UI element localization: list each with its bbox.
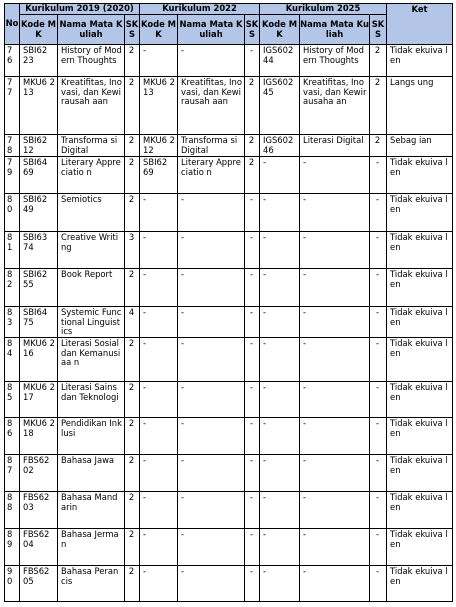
keterangan-cell: Tidak ekuiva len: [387, 269, 453, 307]
nama-mk-2019-cell: Pendidikan Inklusi: [58, 418, 125, 455]
header-kode-mk-2025: Kode MK: [260, 15, 300, 45]
row-number-cell: 78: [5, 135, 20, 157]
sks-2019-cell: 2: [125, 338, 140, 382]
keterangan-cell: Tidak ekuiva len: [387, 566, 453, 602]
sks-2025-cell: 2: [370, 135, 387, 157]
row-number-cell: 82: [5, 269, 20, 307]
row-number-cell: 81: [5, 232, 20, 269]
kode-mk-2019-cell: MKU6 217: [20, 382, 58, 418]
kode-mk-2019-cell: SBI62 55: [20, 269, 58, 307]
kode-mk-2025-cell: IGS602 44: [260, 45, 300, 77]
row-number-cell: 79: [5, 157, 20, 194]
nama-mk-2022-cell: -: [178, 418, 245, 455]
nama-mk-2019-cell: Bahasa Jawa: [58, 455, 125, 492]
kode-mk-2025-cell: -: [260, 194, 300, 232]
table-row: [5, 232, 453, 269]
nama-mk-2019-cell: Literary Appreciatio n: [58, 157, 125, 194]
table-row: [5, 338, 453, 382]
kode-mk-2025-cell: -: [260, 338, 300, 382]
kode-mk-2022-cell: MKU6 213: [140, 77, 178, 135]
sks-2019-cell: 2: [125, 269, 140, 307]
table-row: [5, 307, 453, 338]
kode-mk-2025-cell: -: [260, 529, 300, 566]
keterangan-cell: Tidak ekuiva len: [387, 492, 453, 529]
header-row-1: [5, 4, 453, 15]
kode-mk-2022-cell: -: [140, 269, 178, 307]
row-number-cell: 88: [5, 492, 20, 529]
kode-mk-2019-cell: SBI62 49: [20, 194, 58, 232]
nama-mk-2025-cell: -: [300, 232, 370, 269]
header-nama-mk-2025: Nama Mata Kuliah: [300, 15, 370, 45]
sks-2025-cell: -: [370, 194, 387, 232]
nama-mk-2025-cell: -: [300, 269, 370, 307]
curriculum-equivalence-table: [4, 3, 453, 602]
sks-2025-cell: 2: [370, 45, 387, 77]
nama-mk-2025-cell: -: [300, 338, 370, 382]
kode-mk-2022-cell: -: [140, 45, 178, 77]
kode-mk-2019-cell: SBI63 74: [20, 232, 58, 269]
header-row-2: [5, 15, 453, 45]
kode-mk-2019-cell: SBI64 75: [20, 307, 58, 338]
nama-mk-2025-cell: -: [300, 157, 370, 194]
nama-mk-2019-cell: Literasi Sosial dan Kemanusiaa n: [58, 338, 125, 382]
sks-2022-cell: 2: [245, 157, 260, 194]
sks-2022-cell: -: [245, 307, 260, 338]
nama-mk-2019-cell: Creative Writing: [58, 232, 125, 269]
kode-mk-2025-cell: -: [260, 232, 300, 269]
keterangan-cell: Tidak ekuiva len: [387, 45, 453, 77]
nama-mk-2025-cell: -: [300, 194, 370, 232]
kode-mk-2022-cell: MKU6 212: [140, 135, 178, 157]
header-no: No: [5, 4, 20, 45]
kode-mk-2022-cell: -: [140, 418, 178, 455]
kode-mk-2019-cell: MKU6 213: [20, 77, 58, 135]
kode-mk-2019-cell: MKU6 218: [20, 418, 58, 455]
sks-2025-cell: -: [370, 382, 387, 418]
row-number-cell: 87: [5, 455, 20, 492]
nama-mk-2019-cell: Semiotics: [58, 194, 125, 232]
keterangan-cell: Langs ung: [387, 77, 453, 135]
header-sks-2022: SKS: [245, 15, 260, 45]
kode-mk-2022-cell: -: [140, 338, 178, 382]
sks-2019-cell: 2: [125, 382, 140, 418]
nama-mk-2025-cell: History of Modern Thoughts: [300, 45, 370, 77]
nama-mk-2025-cell: Literasi Digital: [300, 135, 370, 157]
nama-mk-2025-cell: -: [300, 492, 370, 529]
kode-mk-2022-cell: -: [140, 307, 178, 338]
sks-2022-cell: 2: [245, 77, 260, 135]
header-ket: Ket: [387, 4, 453, 45]
kode-mk-2025-cell: -: [260, 157, 300, 194]
kode-mk-2025-cell: IGS602 45: [260, 77, 300, 135]
row-number-cell: 86: [5, 418, 20, 455]
nama-mk-2025-cell: -: [300, 307, 370, 338]
sks-2025-cell: -: [370, 529, 387, 566]
nama-mk-2022-cell: -: [178, 45, 245, 77]
nama-mk-2019-cell: Systemic Functional Linguistics: [58, 307, 125, 338]
sks-2019-cell: 2: [125, 492, 140, 529]
nama-mk-2022-cell: -: [178, 492, 245, 529]
nama-mk-2022-cell: -: [178, 455, 245, 492]
nama-mk-2019-cell: Book Report: [58, 269, 125, 307]
nama-mk-2022-cell: -: [178, 307, 245, 338]
table-row: [5, 135, 453, 157]
header-kurikulum-2019: Kurikulum 2019 (2020): [20, 4, 140, 15]
kode-mk-2019-cell: SBI62 23: [20, 45, 58, 77]
row-number-cell: 84: [5, 338, 20, 382]
sks-2025-cell: -: [370, 269, 387, 307]
keterangan-cell: Sebag ian: [387, 135, 453, 157]
kode-mk-2019-cell: FBS62 03: [20, 492, 58, 529]
row-number-cell: 76: [5, 45, 20, 77]
sks-2019-cell: 2: [125, 157, 140, 194]
kode-mk-2019-cell: SBI62 12: [20, 135, 58, 157]
table-row: [5, 566, 453, 602]
kode-mk-2022-cell: -: [140, 194, 178, 232]
sks-2025-cell: 2: [370, 77, 387, 135]
sks-2022-cell: -: [245, 232, 260, 269]
nama-mk-2022-cell: -: [178, 529, 245, 566]
kode-mk-2025-cell: IGS602 46: [260, 135, 300, 157]
sks-2022-cell: -: [245, 492, 260, 529]
nama-mk-2019-cell: Literasi Sains dan Teknologi: [58, 382, 125, 418]
kode-mk-2025-cell: -: [260, 455, 300, 492]
kode-mk-2022-cell: -: [140, 529, 178, 566]
table-row: [5, 77, 453, 135]
sks-2019-cell: 2: [125, 45, 140, 77]
row-number-cell: 90: [5, 566, 20, 602]
table-row: [5, 382, 453, 418]
kode-mk-2025-cell: -: [260, 307, 300, 338]
nama-mk-2022-cell: Kreatifitas, Inovasi, dan Kewirausah aan: [178, 77, 245, 135]
nama-mk-2022-cell: Literary Appreciatio n: [178, 157, 245, 194]
nama-mk-2019-cell: History of Modern Thoughts: [58, 45, 125, 77]
sks-2022-cell: -: [245, 382, 260, 418]
sks-2022-cell: 2: [245, 135, 260, 157]
nama-mk-2025-cell: -: [300, 418, 370, 455]
table-row: [5, 455, 453, 492]
sks-2022-cell: -: [245, 338, 260, 382]
sks-2019-cell: 2: [125, 194, 140, 232]
sks-2019-cell: 2: [125, 455, 140, 492]
table-body: [5, 45, 453, 602]
header-nama-mk-2019: Nama Mata Kuliah: [58, 15, 125, 45]
nama-mk-2022-cell: -: [178, 382, 245, 418]
row-number-cell: 80: [5, 194, 20, 232]
keterangan-cell: Tidak ekuiva len: [387, 455, 453, 492]
nama-mk-2025-cell: -: [300, 455, 370, 492]
kode-mk-2022-cell: -: [140, 232, 178, 269]
keterangan-cell: Tidak ekuiva len: [387, 338, 453, 382]
table-row: [5, 492, 453, 529]
table-row: [5, 194, 453, 232]
kode-mk-2019-cell: FBS62 05: [20, 566, 58, 602]
keterangan-cell: Tidak ekuiva len: [387, 307, 453, 338]
row-number-cell: 89: [5, 529, 20, 566]
kode-mk-2025-cell: -: [260, 382, 300, 418]
kode-mk-2022-cell: -: [140, 492, 178, 529]
sks-2019-cell: 2: [125, 529, 140, 566]
sks-2022-cell: -: [245, 269, 260, 307]
header-kurikulum-2022: Kurikulum 2022: [140, 4, 260, 15]
header-kode-mk-2022: Kode MK: [140, 15, 178, 45]
sks-2022-cell: -: [245, 45, 260, 77]
sks-2019-cell: 3: [125, 232, 140, 269]
kode-mk-2019-cell: FBS62 02: [20, 455, 58, 492]
kode-mk-2025-cell: -: [260, 269, 300, 307]
keterangan-cell: Tidak ekuiva len: [387, 157, 453, 194]
sks-2019-cell: 2: [125, 418, 140, 455]
kode-mk-2019-cell: FBS62 04: [20, 529, 58, 566]
kode-mk-2019-cell: MKU6 216: [20, 338, 58, 382]
nama-mk-2019-cell: Bahasa Mandarin: [58, 492, 125, 529]
nama-mk-2019-cell: Bahasa Jerman: [58, 529, 125, 566]
sks-2019-cell: 2: [125, 135, 140, 157]
sks-2019-cell: 2: [125, 566, 140, 602]
kode-mk-2022-cell: -: [140, 455, 178, 492]
sks-2022-cell: -: [245, 566, 260, 602]
sks-2025-cell: -: [370, 157, 387, 194]
table-row: [5, 418, 453, 455]
sks-2025-cell: -: [370, 455, 387, 492]
nama-mk-2019-cell: Kreatifitas, Inovasi, dan Kewirausah aan: [58, 77, 125, 135]
kode-mk-2022-cell: -: [140, 382, 178, 418]
sks-2022-cell: -: [245, 529, 260, 566]
header-kurikulum-2025: Kurikulum 2025: [260, 4, 387, 15]
kode-mk-2022-cell: SBI62 69: [140, 157, 178, 194]
kode-mk-2025-cell: -: [260, 566, 300, 602]
nama-mk-2022-cell: -: [178, 269, 245, 307]
nama-mk-2022-cell: -: [178, 194, 245, 232]
header-nama-mk-2022: Nama Mata Kuliah: [178, 15, 245, 45]
sks-2025-cell: -: [370, 232, 387, 269]
equivalence-table-container: [4, 3, 452, 602]
row-number-cell: 77: [5, 77, 20, 135]
nama-mk-2025-cell: -: [300, 382, 370, 418]
sks-2025-cell: -: [370, 566, 387, 602]
kode-mk-2025-cell: -: [260, 418, 300, 455]
sks-2025-cell: -: [370, 338, 387, 382]
keterangan-cell: Tidak ekuiva len: [387, 194, 453, 232]
header-sks-2025: SKS: [370, 15, 387, 45]
nama-mk-2022-cell: -: [178, 566, 245, 602]
sks-2025-cell: -: [370, 418, 387, 455]
table-row: [5, 157, 453, 194]
sks-2025-cell: -: [370, 307, 387, 338]
keterangan-cell: Tidak ekuiva len: [387, 382, 453, 418]
row-number-cell: 85: [5, 382, 20, 418]
table-row: [5, 269, 453, 307]
header-kode-mk-2019: Kode MK: [20, 15, 58, 45]
sks-2022-cell: -: [245, 455, 260, 492]
nama-mk-2019-cell: Transforma si Digital: [58, 135, 125, 157]
sks-2019-cell: 2: [125, 77, 140, 135]
table-row: [5, 45, 453, 77]
sks-2019-cell: 4: [125, 307, 140, 338]
row-number-cell: 83: [5, 307, 20, 338]
table-row: [5, 529, 453, 566]
nama-mk-2022-cell: Transforma si Digital: [178, 135, 245, 157]
sks-2022-cell: -: [245, 194, 260, 232]
nama-mk-2022-cell: -: [178, 232, 245, 269]
nama-mk-2025-cell: -: [300, 529, 370, 566]
sks-2025-cell: -: [370, 492, 387, 529]
nama-mk-2022-cell: -: [178, 338, 245, 382]
kode-mk-2019-cell: SBI64 69: [20, 157, 58, 194]
kode-mk-2025-cell: -: [260, 492, 300, 529]
keterangan-cell: Tidak ekuiva len: [387, 232, 453, 269]
nama-mk-2025-cell: Kreatifitas, Inovasi, dan Kewirausaha an: [300, 77, 370, 135]
keterangan-cell: Tidak ekuiva len: [387, 418, 453, 455]
nama-mk-2025-cell: -: [300, 566, 370, 602]
kode-mk-2022-cell: -: [140, 566, 178, 602]
sks-2022-cell: -: [245, 418, 260, 455]
header-sks-2019: SKS: [125, 15, 140, 45]
nama-mk-2019-cell: Bahasa Perancis: [58, 566, 125, 602]
keterangan-cell: Tidak ekuiva len: [387, 529, 453, 566]
